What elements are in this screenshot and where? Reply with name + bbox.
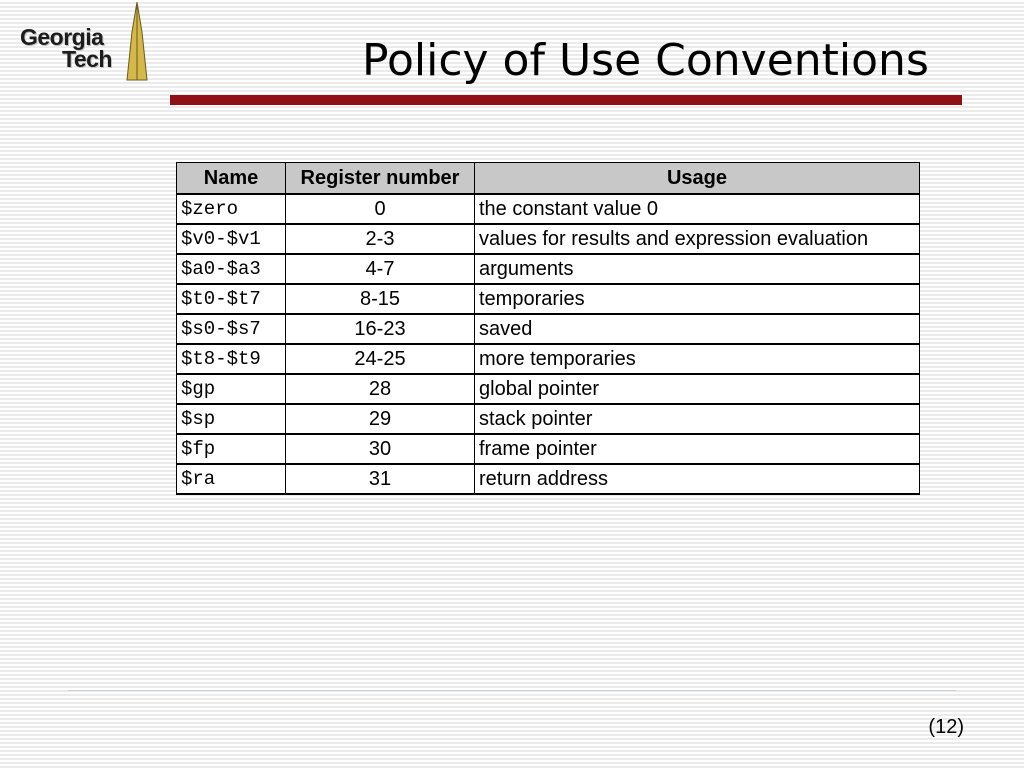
slide-title: Policy of Use Conventions <box>362 35 929 86</box>
register-usage-cell: stack pointer <box>475 404 920 434</box>
register-number-cell: 4-7 <box>286 254 475 284</box>
header-usage: Usage <box>475 163 920 195</box>
register-number-cell: 31 <box>286 464 475 494</box>
register-name-cell: $sp <box>177 404 286 434</box>
title-underline-bar <box>170 95 962 105</box>
register-number-cell: 24-25 <box>286 344 475 374</box>
table-row <box>177 224 920 254</box>
register-usage-cell: arguments <box>475 254 920 284</box>
register-number-cell: 8-15 <box>286 284 475 314</box>
register-usage-cell: global pointer <box>475 374 920 404</box>
logo-line1: Georgia <box>20 24 104 50</box>
logo-line2: Tech <box>62 46 112 72</box>
register-conventions-table <box>176 162 920 495</box>
register-name-cell: $zero <box>177 194 286 224</box>
table-row <box>177 314 920 344</box>
register-usage-cell: the constant value 0 <box>475 194 920 224</box>
tech-tower-icon <box>122 2 152 82</box>
register-usage-cell: temporaries <box>475 284 920 314</box>
table-row <box>177 344 920 374</box>
table-header-row <box>177 163 920 195</box>
register-usage-cell: values for results and expression evaluation <box>475 224 920 254</box>
register-number-cell: 2-3 <box>286 224 475 254</box>
register-number-cell: 16-23 <box>286 314 475 344</box>
register-usage-cell: saved <box>475 314 920 344</box>
page-number: (12) <box>928 716 964 738</box>
register-name-cell: $s0-$s7 <box>177 314 286 344</box>
register-name-cell: $a0-$a3 <box>177 254 286 284</box>
table-row <box>177 254 920 284</box>
georgia-tech-logo <box>16 2 152 82</box>
register-number-cell: 30 <box>286 434 475 464</box>
register-name-cell: $ra <box>177 464 286 494</box>
register-number-cell: 29 <box>286 404 475 434</box>
register-name-cell: $t8-$t9 <box>177 344 286 374</box>
table-row <box>177 404 920 434</box>
table-row <box>177 194 920 224</box>
register-usage-cell: frame pointer <box>475 434 920 464</box>
register-usage-cell: more temporaries <box>475 344 920 374</box>
footer-divider <box>68 690 956 691</box>
register-usage-cell: return address <box>475 464 920 494</box>
register-name-cell: $v0-$v1 <box>177 224 286 254</box>
table-row <box>177 284 920 314</box>
register-name-cell: $t0-$t7 <box>177 284 286 314</box>
register-name-cell: $gp <box>177 374 286 404</box>
table-row <box>177 374 920 404</box>
register-number-cell: 28 <box>286 374 475 404</box>
header-register-number: Register number <box>286 163 475 195</box>
register-number-cell: 0 <box>286 194 475 224</box>
header-name: Name <box>177 163 286 195</box>
register-name-cell: $fp <box>177 434 286 464</box>
table-row <box>177 434 920 464</box>
table-row <box>177 464 920 494</box>
